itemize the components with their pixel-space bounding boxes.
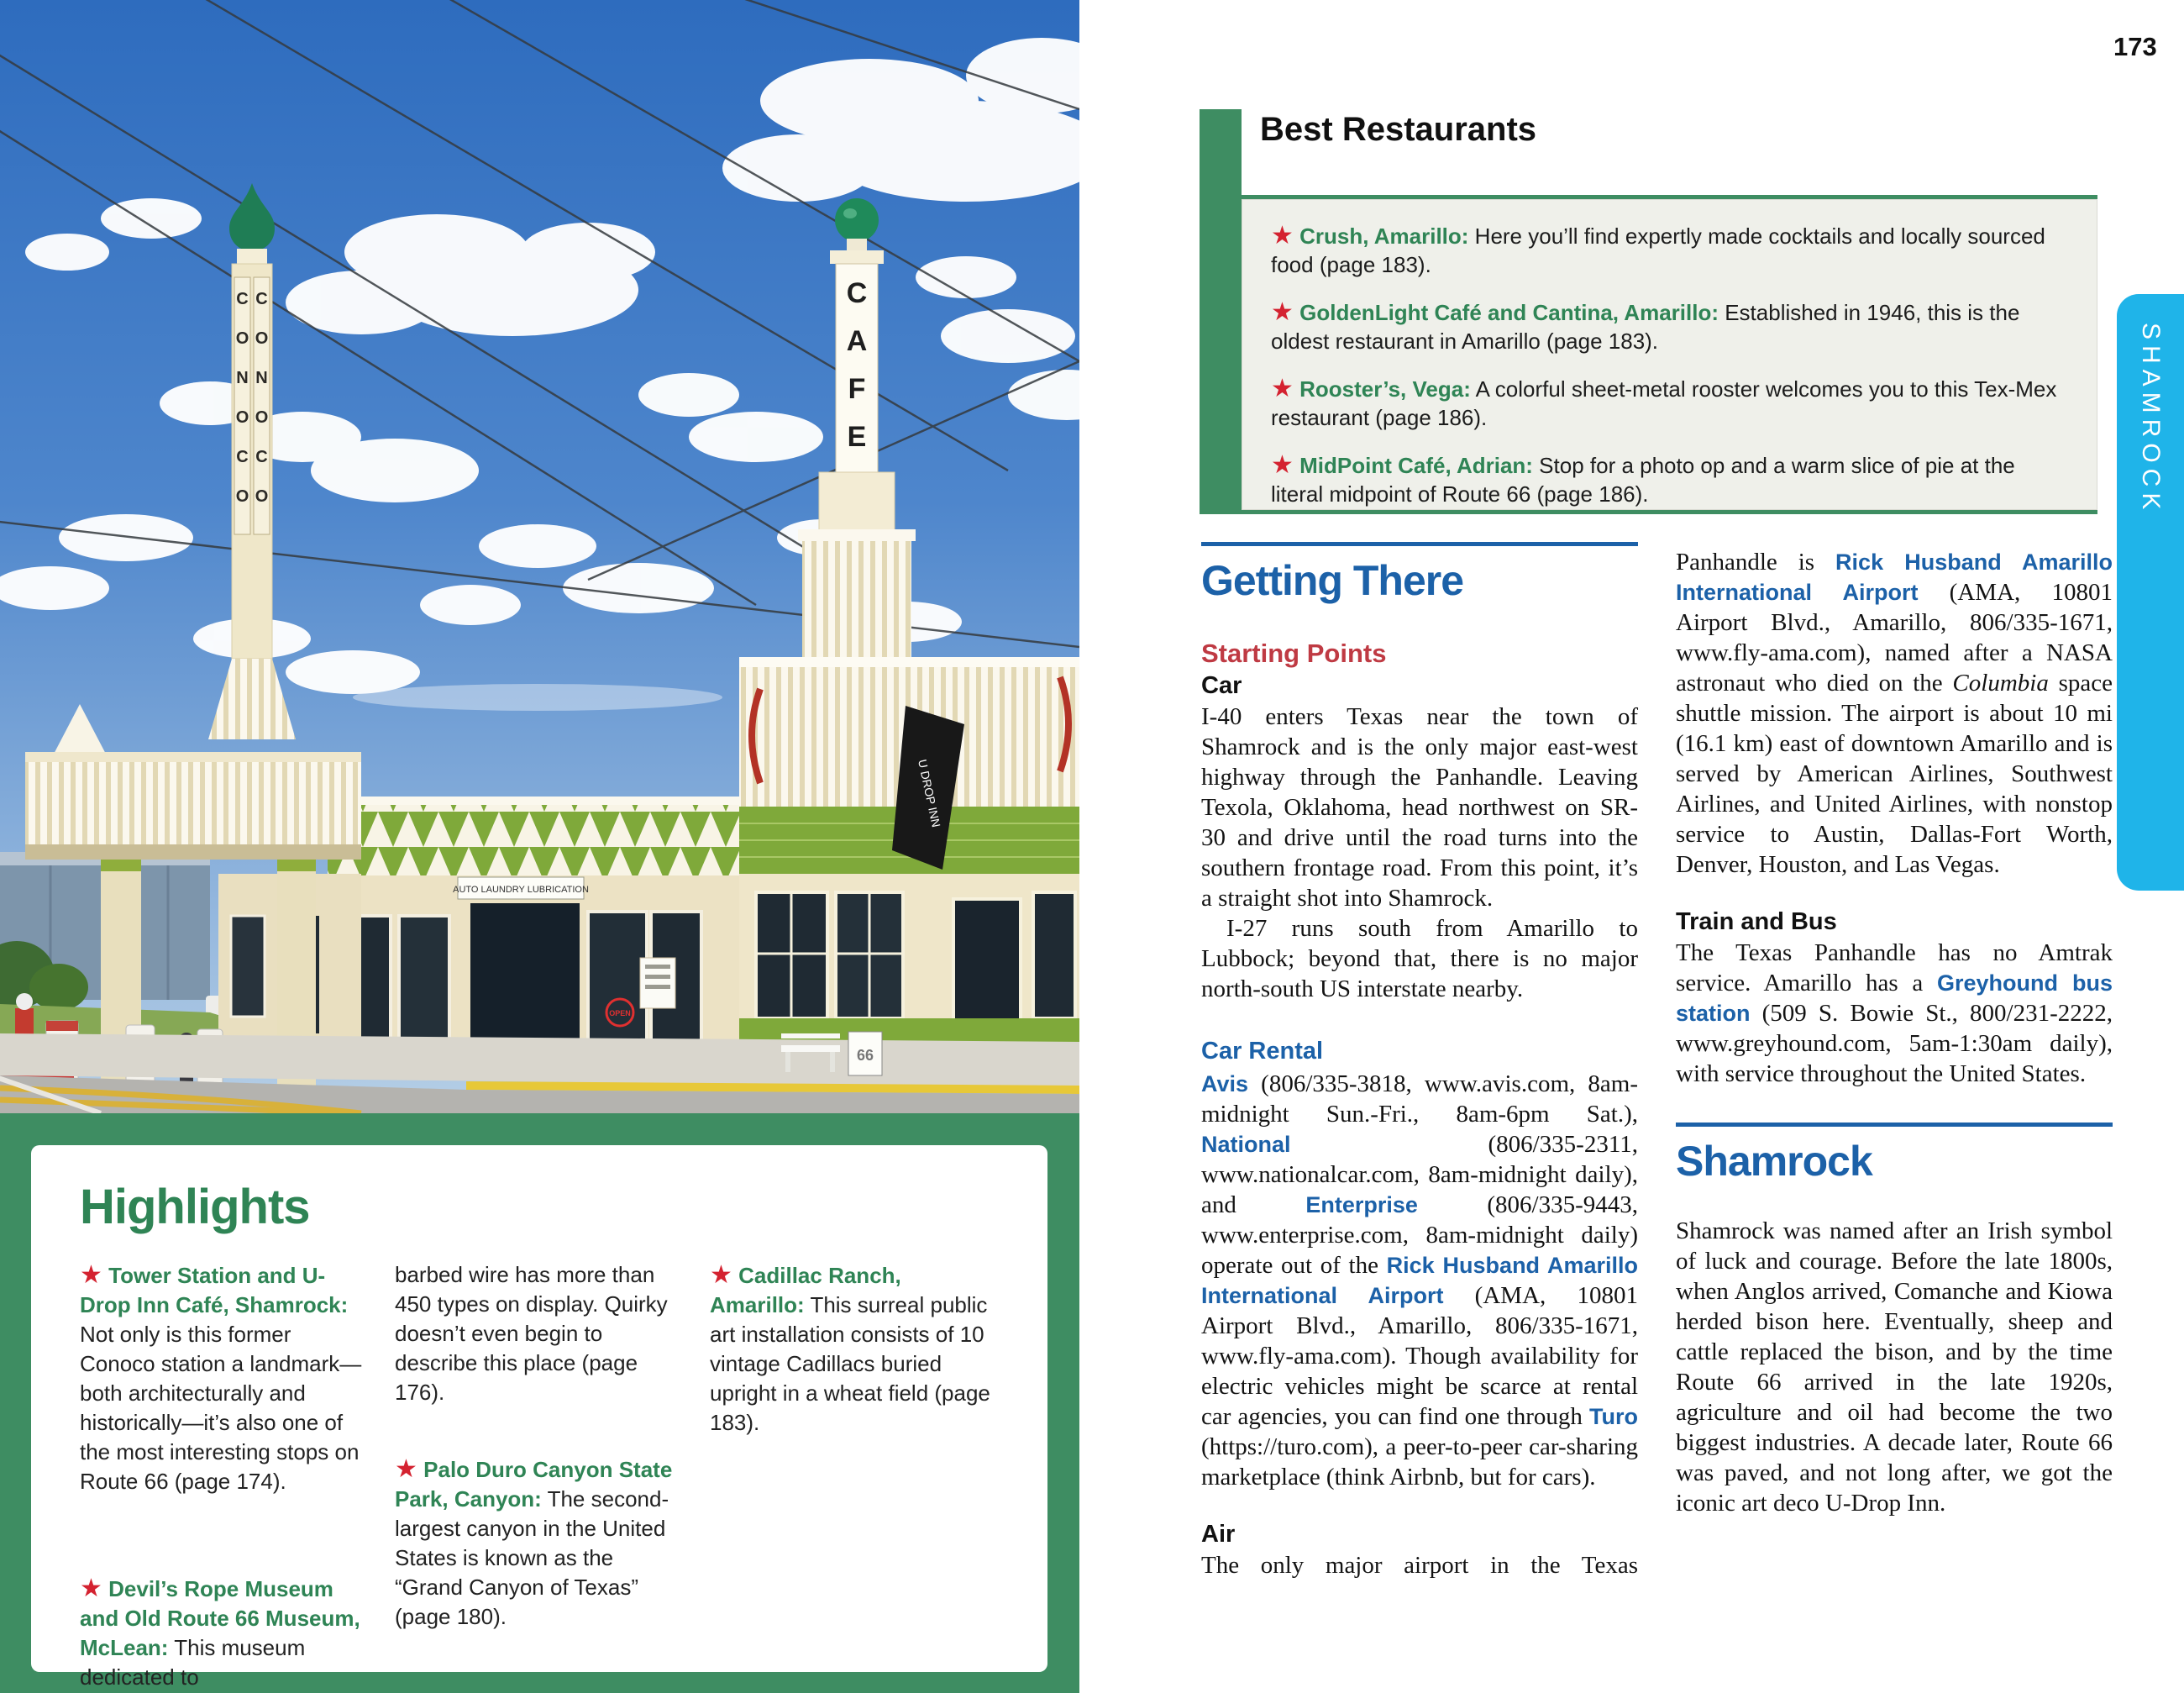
star-icon: ★ [80,1575,102,1602]
highlights-title: Highlights [80,1180,310,1234]
chapter-tab-label: SHAMROCK [2137,323,2165,516]
car-rental-heading: Car Rental [1201,1038,1324,1065]
star-icon: ★ [80,1261,102,1289]
u-drop-inn-sign-text: U DROP INN [916,758,943,829]
highlights-band [0,1113,1079,1693]
star-icon: ★ [710,1261,732,1289]
cafe-sign: C A F E [846,277,868,453]
street [0,1032,1079,1113]
svg-text:66: 66 [856,1047,874,1064]
air-heading: Air [1201,1521,1236,1548]
middle-building [328,797,739,1059]
highlights-column-3 [710,1260,1000,1693]
car-paragraph: I-40 enters Texas near the town of Shamrock and is the only major east-west highway through the Panhandle. Leaving Texola, Oklahoma, head northwest on SR-30 and drive until the road turns into the southern frontage road. From this point, it’s a straight shot into Shamrock. [1201,703,1638,912]
restaurant-entry: ★ Crush, Amarillo: Here you’ll find expertly made cocktails and locally sourced food (page 183). [1271,222,2045,277]
highlight-item-continuation: barbed wire has more than 450 types on display. Quirky doesn’t even begin to describe this place (page 176). [395,1262,668,1405]
open-sign: OPEN [609,1009,631,1017]
restaurant-entry: ★ MidPoint Café, Adrian: Stop for a photo op and a warm slice of pie at the literal midpoint of Route 66 (page 186). [1271,451,2015,507]
text-column-left [1201,542,1638,1580]
train-and-bus-paragraph: The Texas Panhandle has no Amtrak service. Amarillo has a Greyhound bus station (509 S. Bowie St., 800/231-2222, www.greyhound.com, 5am-1:30am daily), with service throughout the United States. [1676,939,2113,1087]
shamrock-paragraph: Shamrock was named after an Irish symbol of luck and courage. Before the late 1800s, when Anglos arrived, Comanche and Kiowa herded bison here. Eventually, sheep and cattle replaced the bison, and by the time Route 66 arrived in the late 1920s, agriculture and oil had become the two biggest industries. A decade later, Route 66 was paved, and not long after, we got the iconic art deco U-Drop Inn. [1676,1217,2113,1517]
best-restaurants-box [1200,109,2097,518]
conoco-sign-left: C O N O C O [235,290,249,506]
star-icon: ★ [395,1455,417,1483]
star-icon: ★ [1271,222,1294,250]
highlights-column-2 [395,1260,685,1693]
green-accent-bar [1200,109,1242,514]
shamrock-title: Shamrock [1676,1138,1872,1185]
highlight-item: ★ Tower Station and U-Drop Inn Café, Shamrock: Not only is this former Conoco station a landmark—both architecturally and historically—it’s also one of the most interesting stops on Route 66 (page 174). [80,1261,362,1494]
divider [1200,510,2097,514]
highlights-column-1 [80,1260,370,1693]
photo-tower-station-u-drop-inn [0,0,1079,1113]
starting-points-heading: Starting Points [1201,639,1387,668]
car-heading: Car [1201,672,1242,699]
best-restaurants-title: Best Restaurants [1260,111,1537,148]
highlights-box [31,1145,1047,1690]
best-restaurants-panel [1242,199,2097,510]
text-column-right [1676,542,2113,1518]
conoco-sign-right: C O N O C O [255,290,269,506]
star-icon: ★ [1271,298,1294,326]
air-paragraph: The only major airport in the Texas [1201,1552,1638,1579]
restaurant-entry: ★ Rooster’s, Vega: A colorful sheet-metal rooster welcomes you to this Tex-Mex restaurant (page 186). [1271,375,2057,430]
getting-there-title: Getting There [1201,557,1464,604]
section-rule [1676,1123,2113,1127]
car-paragraph-2: I-27 runs south from Amarillo to Lubbock; beyond that, there is no major north-south US interstate nearby. [1201,915,1638,1002]
air-paragraph-continued: Panhandle is Rick Husband Amarillo International Airport (AMA, 10801 Airport Blvd., Amarillo, 806/335-1671, www.fly-ama.com), named after a NASA astronaut who died on the Columbia space shuttle mission. The airport is about 10 mi (16.1 km) east of downtown Amarillo and is served by American Airlines, Southwest Airlines, and United Airlines, with nonstop service to Austin, Dallas-Fort Worth, Denver, Houston, and Las Vegas. [1676,549,2113,878]
highlight-item: ★ Palo Duro Canyon State Park, Canyon: The second-largest canyon in the United States is known as the “Grand Canyon of Texas” (page 180). [395,1455,673,1629]
car-rental-paragraph: Avis (806/335-3818, www.avis.com, 8am-midnight Sun.-Fri., 8am-6pm Sat.), National (806/335-2311, www.nationalcar.com, 8am-midnight daily), and Enterprise (806/335-9443, www.enterprise.com, 8am-midnight daily) operate out of the Rick Husband Amarillo International Airport (AMA, 10801 Airport Blvd., Amarillo, 806/335-1671, www.fly-ama.com). Though availability for electric vehicles might be scarce at rental car agencies, you can find one through Turo (https://turo.com), a peer-to-peer car-sharing marketplace (think Airbnb, but for cars). [1201,1070,1638,1491]
page-number: 173 [2113,32,2157,61]
star-icon: ★ [1271,451,1294,479]
chapter-tab [2117,294,2184,891]
highlight-item: ★ Devil’s Rope Museum and Old Route 66 Museum, McLean: This museum dedicated to [80,1575,360,1690]
train-and-bus-heading: Train and Bus [1676,908,1837,935]
star-icon: ★ [1271,375,1294,402]
auto-laundry-banner: AUTO LAUNDRY LUBRICATION [453,885,589,895]
highlight-item: ★ Cadillac Ranch, Amarillo: This surreal public art installation consists of 10 vintage Cadillacs buried upright in a wheat field (page 183). [710,1261,990,1435]
restaurant-entry: ★ GoldenLight Café and Cantina, Amarillo: Established in 1946, this is the oldest restaurant in Amarillo (page 183). [1271,298,2020,354]
cafe-building [739,657,1079,1059]
section-rule [1201,542,1638,546]
